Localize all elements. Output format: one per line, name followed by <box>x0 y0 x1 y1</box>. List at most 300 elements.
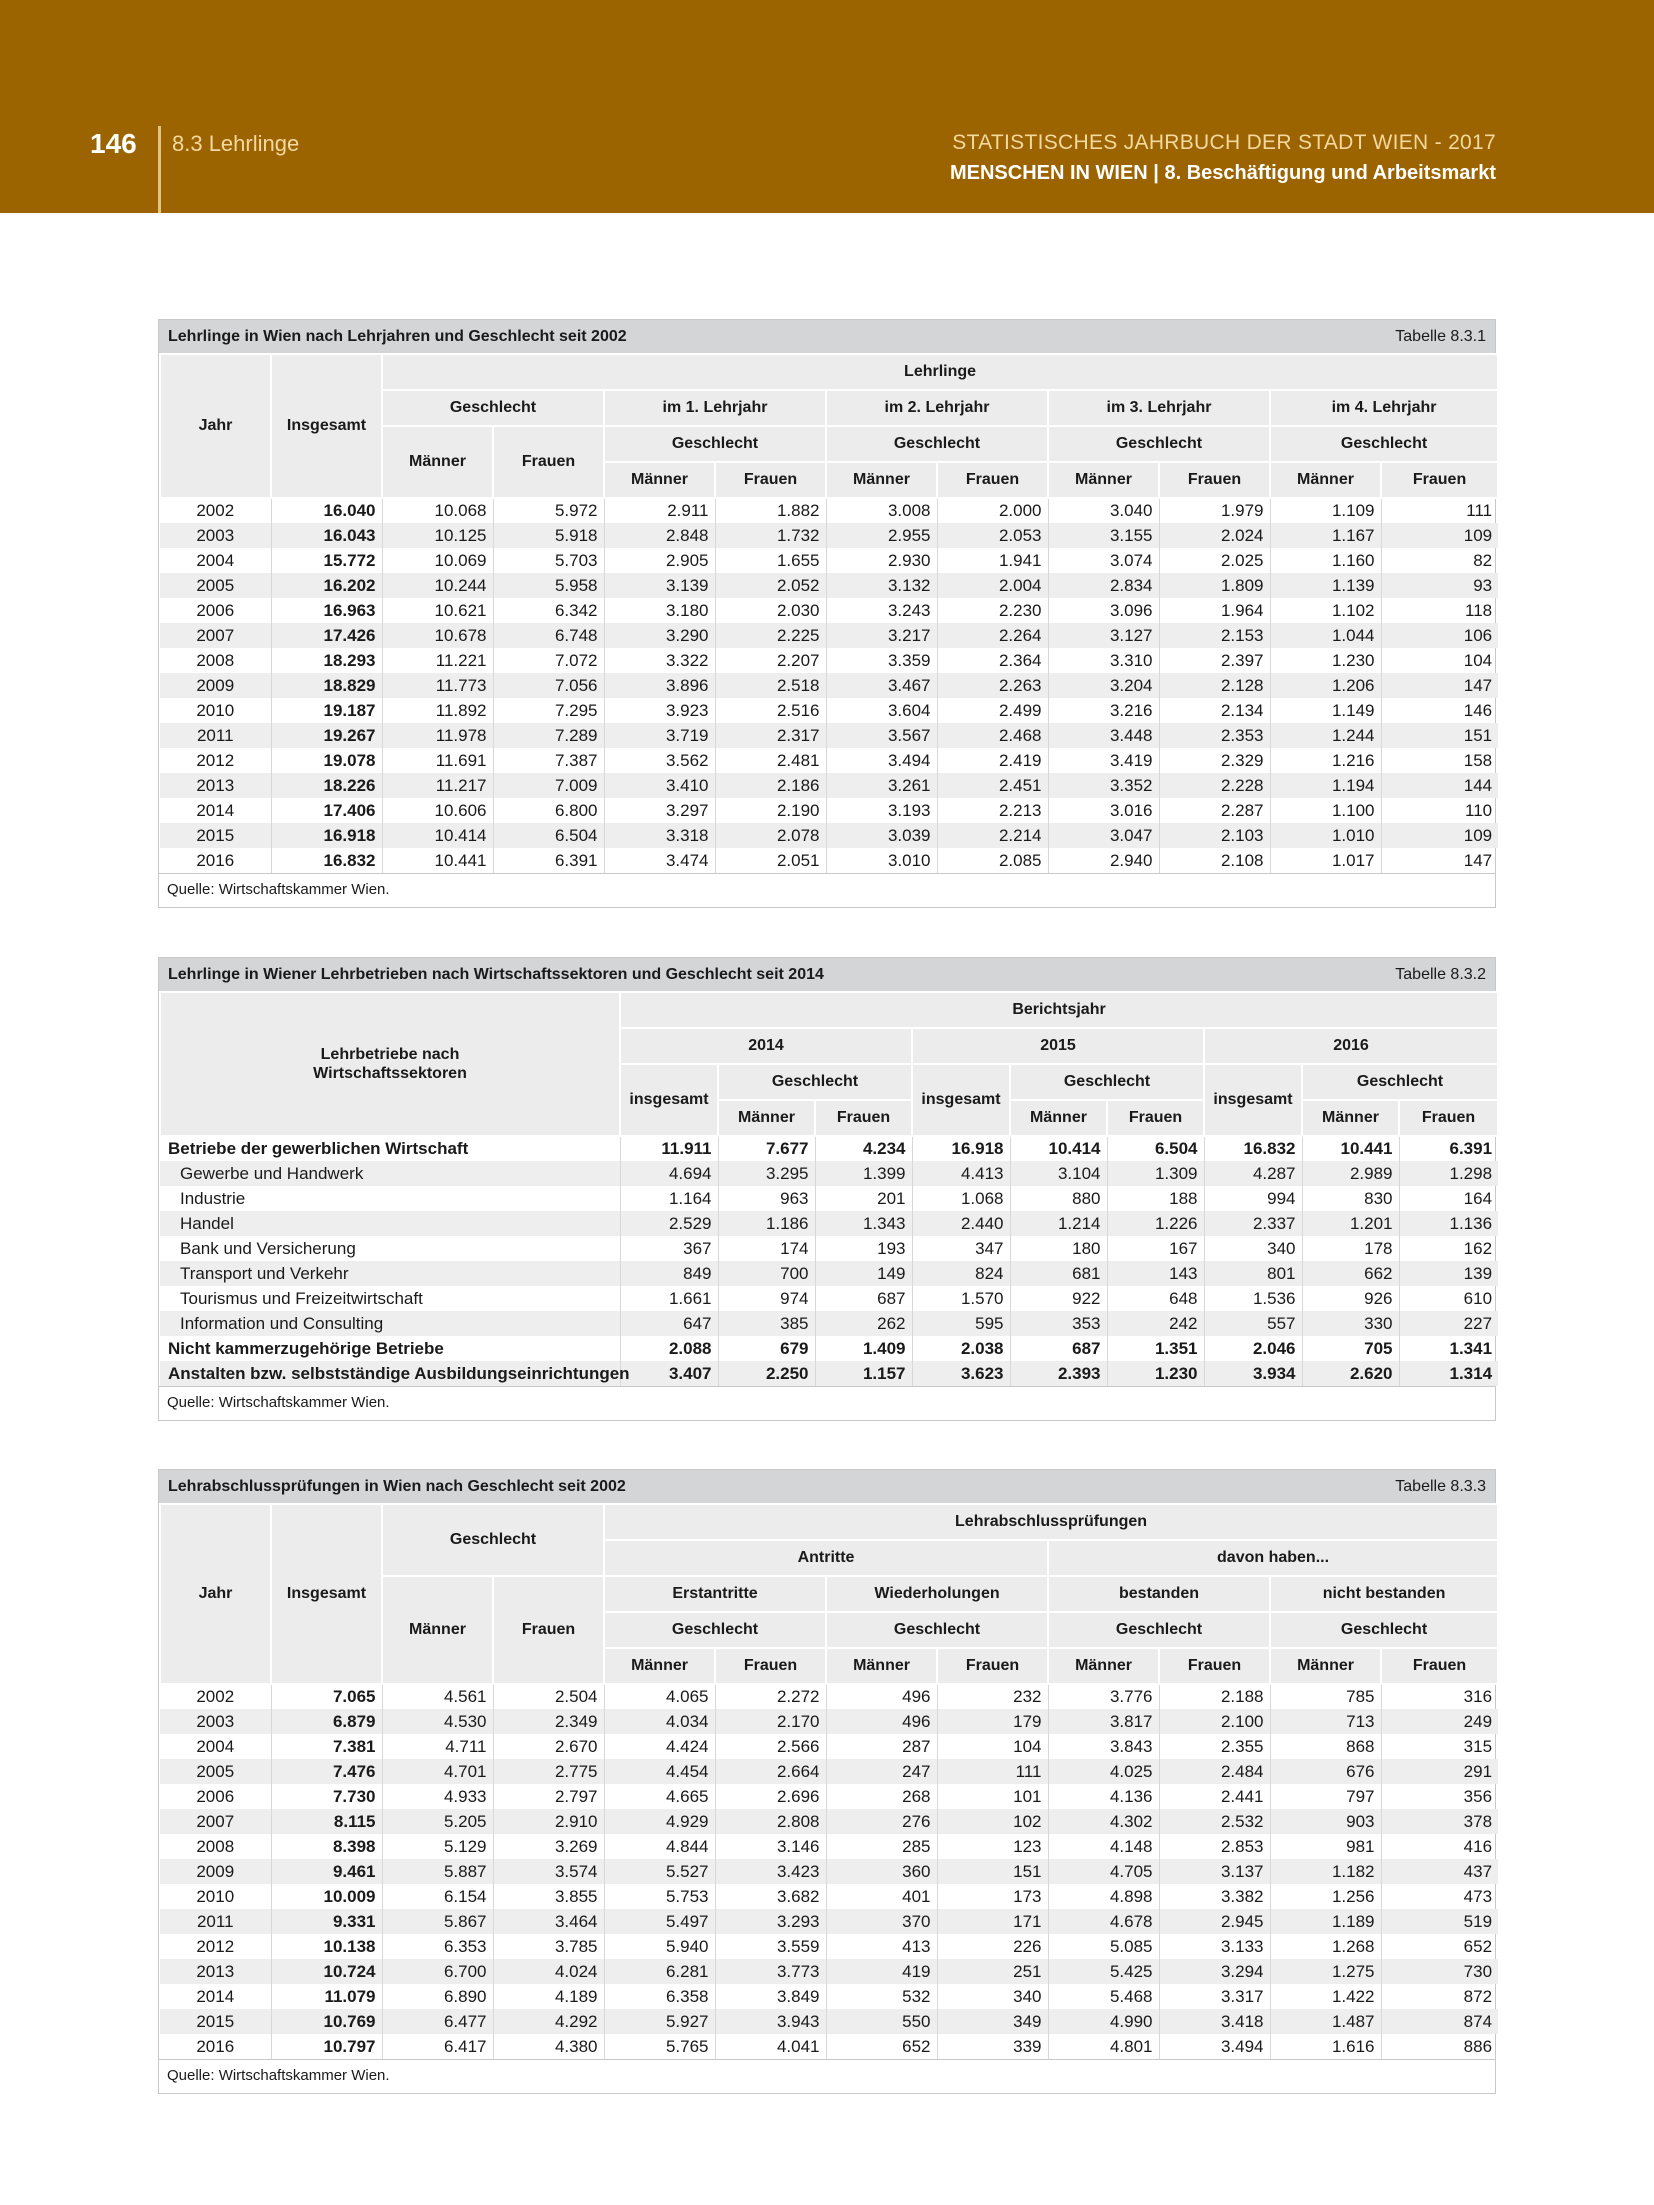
value-cell: 174 <box>718 1236 815 1261</box>
value-cell: 1.010 <box>1270 823 1381 848</box>
table-row <box>160 1859 1498 1884</box>
value-cell: 1.194 <box>1270 773 1381 798</box>
table-row <box>160 1161 1498 1186</box>
year-cell: 2016 <box>160 848 271 873</box>
value-cell: 10.069 <box>382 548 493 573</box>
value-cell: 147 <box>1463 850 1493 870</box>
value-cell: 4.065 <box>604 1684 715 1709</box>
value-cell: 10.678 <box>382 623 493 648</box>
value-cell: 1.399 <box>815 1161 912 1186</box>
year-cell: 2005 <box>160 1759 271 1784</box>
value-cell: 146 <box>1463 700 1493 720</box>
value-cell: 1.109 <box>1270 498 1381 523</box>
value-cell: 3.310 <box>1048 648 1159 673</box>
value-cell: 922 <box>1010 1286 1107 1311</box>
value-cell: 6.154 <box>382 1884 493 1909</box>
value-cell: 2.225 <box>715 623 826 648</box>
total-cell: 10.724 <box>271 1959 382 1984</box>
value-cell: 102 <box>937 1809 1048 1834</box>
value-cell: 3.382 <box>1159 1884 1270 1909</box>
year-cell: 2002 <box>160 498 271 523</box>
value-cell: 1.882 <box>715 498 826 523</box>
year-cell: 2003 <box>160 523 271 548</box>
value-cell: 3.261 <box>826 773 937 798</box>
col-header-maenner: Männer <box>1270 462 1381 498</box>
value-cell: 6.748 <box>493 623 604 648</box>
value-cell: 1.809 <box>1159 573 1270 598</box>
value-cell: 2.516 <box>715 698 826 723</box>
value-cell: 2.504 <box>493 1684 604 1709</box>
value-cell: 1.256 <box>1270 1884 1381 1909</box>
value-cell: 6.800 <box>493 798 604 823</box>
value-cell: 11.911 <box>620 1136 718 1161</box>
value-cell: 1.244 <box>1270 723 1381 748</box>
value-cell: 801 <box>1204 1261 1302 1286</box>
year-cell: 2009 <box>160 1859 271 1884</box>
table-8-3-1 <box>158 319 1496 908</box>
value-cell: 419 <box>826 1959 937 1984</box>
table-row <box>160 1959 1498 1984</box>
col-header-frauen: Frauen <box>937 1648 1048 1684</box>
value-cell: 3.855 <box>493 1884 604 1909</box>
value-cell: 3.010 <box>826 848 937 873</box>
value-cell: 2.264 <box>937 623 1048 648</box>
value-cell: 1.487 <box>1270 2009 1381 2034</box>
table-caption <box>159 958 1495 991</box>
value-cell: 3.096 <box>1048 598 1159 623</box>
value-cell: 4.189 <box>493 1984 604 2009</box>
value-cell: 610 <box>1463 1288 1493 1308</box>
value-cell: 2.025 <box>1159 548 1270 573</box>
col-header-wiederholungen: Wiederholungen <box>826 1576 1048 1612</box>
value-cell: 147 <box>1381 673 1498 698</box>
table-caption <box>159 1470 1495 1503</box>
year-cell: 2010 <box>160 698 271 723</box>
col-header-maenner: Männer <box>604 462 715 498</box>
value-cell: 268 <box>826 1784 937 1809</box>
value-cell: 3.146 <box>715 1834 826 1859</box>
sector-label: Information und Consulting <box>160 1311 620 1336</box>
value-cell: 3.180 <box>604 598 715 623</box>
value-cell: 2.910 <box>493 1809 604 1834</box>
col-header-geschlecht: Geschlecht <box>1048 1612 1270 1648</box>
value-cell: 6.504 <box>493 823 604 848</box>
col-header-insgesamt: Insgesamt <box>271 354 382 498</box>
value-cell: 178 <box>1302 1236 1399 1261</box>
value-cell: 5.958 <box>493 573 604 598</box>
value-cell: 11.978 <box>382 723 493 748</box>
value-cell: 251 <box>937 1959 1048 1984</box>
total-cell: 15.772 <box>271 548 382 573</box>
value-cell: 1.309 <box>1107 1161 1204 1186</box>
value-cell: 2.905 <box>604 548 715 573</box>
value-cell: 164 <box>1463 1188 1493 1208</box>
header-divider <box>158 126 161 213</box>
value-cell: 5.468 <box>1048 1984 1159 2009</box>
value-cell: 4.678 <box>1048 1909 1159 1934</box>
value-cell: 3.016 <box>1048 798 1159 823</box>
sector-label: Transport und Verkehr <box>160 1261 620 1286</box>
page-number: 146 <box>90 128 137 159</box>
year-cell: 2009 <box>160 673 271 698</box>
col-header-lehrlinge: Lehrlinge <box>382 354 1498 390</box>
value-cell: 700 <box>718 1261 815 1286</box>
value-cell: 3.317 <box>1159 1984 1270 2009</box>
value-cell: 2.188 <box>1159 1684 1270 1709</box>
table-row <box>160 1834 1498 1859</box>
value-cell: 2.051 <box>715 848 826 873</box>
col-header-2014: 2014 <box>620 1028 912 1064</box>
value-cell: 353 <box>1010 1311 1107 1336</box>
total-cell: 11.079 <box>271 1984 382 2009</box>
value-cell: 3.719 <box>604 723 715 748</box>
data-table <box>159 1503 1499 2059</box>
col-header-maenner: Männer <box>604 1648 715 1684</box>
value-cell: 3.817 <box>1048 1709 1159 1734</box>
value-cell: 963 <box>718 1186 815 1211</box>
sector-label: Gewerbe und Handwerk <box>160 1161 620 1186</box>
sector-label: Handel <box>160 1211 620 1236</box>
value-cell: 3.132 <box>826 573 937 598</box>
value-cell: 3.418 <box>1159 2009 1270 2034</box>
value-cell: 4.424 <box>604 1734 715 1759</box>
col-header-geschlecht: Geschlecht <box>1302 1064 1498 1100</box>
value-cell: 1.268 <box>1270 1934 1381 1959</box>
total-cell: 16.202 <box>271 573 382 598</box>
year-cell: 2005 <box>160 573 271 598</box>
value-cell: 6.391 <box>1399 1136 1498 1161</box>
table-source: Quelle: Wirtschaftskammer Wien. <box>159 2059 1495 2093</box>
col-header-maenner: Männer <box>826 462 937 498</box>
col-header-geschlecht: Geschlecht <box>1048 426 1270 462</box>
value-cell: 2.989 <box>1302 1161 1399 1186</box>
data-table <box>159 353 1499 873</box>
year-cell: 2006 <box>160 598 271 623</box>
value-cell: 5.867 <box>382 1909 493 1934</box>
table-row <box>160 1261 1498 1286</box>
value-cell: 5.972 <box>493 498 604 523</box>
value-cell: 437 <box>1381 1859 1498 1884</box>
value-cell: 4.234 <box>815 1136 912 1161</box>
table-caption <box>159 320 1495 353</box>
value-cell: 1.343 <box>815 1211 912 1236</box>
value-cell: 3.623 <box>912 1361 1010 1386</box>
value-cell: 1.732 <box>715 523 826 548</box>
year-cell: 2012 <box>160 1934 271 1959</box>
value-cell: 5.765 <box>604 2034 715 2059</box>
value-cell: 2.451 <box>937 773 1048 798</box>
total-cell: 17.406 <box>271 798 382 823</box>
col-header-frauen: Frauen <box>715 462 826 498</box>
col-header-lehrjahr-3: im 3. Lehrjahr <box>1048 390 1270 426</box>
value-cell: 3.204 <box>1048 673 1159 698</box>
value-cell: 830 <box>1302 1186 1399 1211</box>
value-cell: 3.322 <box>604 648 715 673</box>
value-cell: 316 <box>1381 1684 1498 1709</box>
total-cell: 10.138 <box>271 1934 382 1959</box>
table-row <box>160 1884 1498 1909</box>
value-cell: 151 <box>1381 723 1498 748</box>
year-cell: 2003 <box>160 1709 271 1734</box>
value-cell: 2.263 <box>937 673 1048 698</box>
value-cell: 2.355 <box>1159 1734 1270 1759</box>
value-cell: 3.773 <box>715 1959 826 1984</box>
total-cell: 16.040 <box>271 498 382 523</box>
value-cell: 595 <box>912 1311 1010 1336</box>
col-header-sektor <box>160 992 620 1136</box>
col-header-sektor-line2: Wirtschaftssektoren <box>313 1065 467 1082</box>
value-cell: 3.243 <box>826 598 937 623</box>
table-8-3-2 <box>158 957 1496 1421</box>
value-cell: 315 <box>1463 1736 1493 1756</box>
value-cell: 1.167 <box>1270 523 1381 548</box>
table-row <box>160 1211 1498 1236</box>
data-table <box>159 991 1499 1386</box>
value-cell: 1.661 <box>620 1286 718 1311</box>
value-cell: 1.068 <box>912 1186 1010 1211</box>
value-cell: 2.024 <box>1159 523 1270 548</box>
col-header-frauen: Frauen <box>493 426 604 498</box>
value-cell: 2.441 <box>1159 1784 1270 1809</box>
value-cell: 550 <box>826 2009 937 2034</box>
year-cell: 2014 <box>160 1984 271 2009</box>
value-cell: 340 <box>937 1984 1048 2009</box>
value-cell: 2.393 <box>1010 1361 1107 1386</box>
value-cell: 2.911 <box>604 498 715 523</box>
value-cell: 2.078 <box>715 823 826 848</box>
value-cell: 1.536 <box>1204 1286 1302 1311</box>
value-cell: 2.834 <box>1048 573 1159 598</box>
value-cell: 1.216 <box>1270 748 1381 773</box>
value-cell: 3.137 <box>1159 1859 1270 1884</box>
value-cell: 226 <box>937 1934 1048 1959</box>
value-cell: 7.056 <box>493 673 604 698</box>
table-title: Lehrlinge in Wiener Lehrbetrieben nach Wirtschaftssektoren und Geschlecht seit 2014 <box>168 965 824 983</box>
value-cell: 330 <box>1302 1311 1399 1336</box>
value-cell: 5.940 <box>604 1934 715 1959</box>
table-row <box>160 798 1498 823</box>
value-cell: 4.933 <box>382 1784 493 1809</box>
value-cell: 496 <box>826 1709 937 1734</box>
col-header-insgesamt: insgesamt <box>1204 1064 1302 1136</box>
total-cell: 18.829 <box>271 673 382 698</box>
total-cell: 19.267 <box>271 723 382 748</box>
value-cell: 5.425 <box>1048 1959 1159 1984</box>
value-cell: 2.670 <box>493 1734 604 1759</box>
col-header-geschlecht: Geschlecht <box>382 1504 604 1576</box>
value-cell: 3.494 <box>1159 2034 1270 2059</box>
year-cell: 2007 <box>160 623 271 648</box>
value-cell: 6.890 <box>382 1984 493 2009</box>
value-cell: 3.290 <box>604 623 715 648</box>
value-cell: 3.293 <box>715 1909 826 1934</box>
value-cell: 2.053 <box>937 523 1048 548</box>
year-cell: 2014 <box>160 798 271 823</box>
value-cell: 2.100 <box>1159 1709 1270 1734</box>
value-cell: 4.530 <box>382 1709 493 1734</box>
value-cell: 1.964 <box>1159 598 1270 623</box>
value-cell: 676 <box>1270 1759 1381 1784</box>
col-header-lehrjahr-4: im 4. Lehrjahr <box>1270 390 1498 426</box>
value-cell: 3.776 <box>1048 1684 1159 1709</box>
value-cell: 2.518 <box>715 673 826 698</box>
value-cell: 5.129 <box>382 1834 493 1859</box>
value-cell: 2.207 <box>715 648 826 673</box>
value-cell: 1.139 <box>1270 573 1381 598</box>
col-header-geschlecht: Geschlecht <box>826 426 1048 462</box>
table-row <box>160 598 1498 623</box>
col-header-2015: 2015 <box>912 1028 1204 1064</box>
value-cell: 10.414 <box>382 823 493 848</box>
value-cell: 109 <box>1381 523 1498 548</box>
table-row <box>160 1759 1498 1784</box>
value-cell: 1.136 <box>1399 1211 1498 1236</box>
page-header <box>0 0 1654 213</box>
value-cell: 6.417 <box>382 2034 493 2059</box>
value-cell: 193 <box>815 1236 912 1261</box>
value-cell: 1.314 <box>1399 1361 1498 1386</box>
value-cell: 532 <box>826 1984 937 2009</box>
value-cell: 687 <box>815 1286 912 1311</box>
value-cell: 249 <box>1381 1709 1498 1734</box>
total-cell: 7.381 <box>271 1734 382 1759</box>
value-cell: 2.364 <box>937 648 1048 673</box>
value-cell: 1.102 <box>1270 598 1381 623</box>
total-cell: 16.043 <box>271 523 382 548</box>
value-cell: 3.896 <box>604 673 715 698</box>
value-cell: 11.217 <box>382 773 493 798</box>
col-header-frauen: Frauen <box>1159 1648 1270 1684</box>
value-cell: 3.040 <box>1048 498 1159 523</box>
col-header-jahr: Jahr <box>160 354 271 498</box>
col-header-geschlecht: Geschlecht <box>604 1612 826 1648</box>
value-cell: 7.072 <box>493 648 604 673</box>
year-cell: 2013 <box>160 773 271 798</box>
value-cell: 3.297 <box>604 798 715 823</box>
value-cell: 247 <box>826 1759 937 1784</box>
value-cell: 1.422 <box>1270 1984 1381 2009</box>
table-row <box>160 648 1498 673</box>
book-title: STATISTISCHES JAHRBUCH DER STADT WIEN - 2017 <box>952 131 1496 154</box>
value-cell: 2.664 <box>715 1759 826 1784</box>
value-cell: 6.391 <box>493 848 604 873</box>
table-row <box>160 2009 1498 2034</box>
value-cell: 3.217 <box>826 623 937 648</box>
value-cell: 339 <box>937 2034 1048 2059</box>
value-cell: 3.574 <box>493 1859 604 1884</box>
value-cell: 2.108 <box>1159 848 1270 873</box>
value-cell: 496 <box>826 1684 937 1709</box>
value-cell: 2.213 <box>937 798 1048 823</box>
value-cell: 2.955 <box>826 523 937 548</box>
col-header-frauen: Frauen <box>1381 462 1498 498</box>
value-cell: 6.504 <box>1107 1136 1204 1161</box>
col-header-maenner: Männer <box>1048 1648 1159 1684</box>
value-cell: 687 <box>1010 1336 1107 1361</box>
value-cell: 227 <box>1399 1311 1498 1336</box>
sector-label: Nicht kammerzugehörige Betriebe <box>160 1336 620 1361</box>
value-cell: 201 <box>815 1186 912 1211</box>
value-cell: 139 <box>1399 1261 1498 1286</box>
value-cell: 3.008 <box>826 498 937 523</box>
table-row <box>160 1136 1498 1161</box>
value-cell: 2.484 <box>1159 1759 1270 1784</box>
table-row <box>160 1984 1498 2009</box>
value-cell: 2.128 <box>1159 673 1270 698</box>
col-header-geschlecht: Geschlecht <box>826 1612 1048 1648</box>
col-header-frauen: Frauen <box>1381 1648 1498 1684</box>
table-row <box>160 1734 1498 1759</box>
value-cell: 2.696 <box>715 1784 826 1809</box>
col-header-jahr: Jahr <box>160 1504 271 1684</box>
table-number: Tabelle 8.3.1 <box>1395 327 1486 345</box>
value-cell: 3.352 <box>1048 773 1159 798</box>
col-header-maenner: Männer <box>382 426 493 498</box>
value-cell: 5.703 <box>493 548 604 573</box>
value-cell: 16.832 <box>1204 1136 1302 1161</box>
col-header-frauen: Frauen <box>815 1100 912 1136</box>
value-cell: 10.621 <box>382 598 493 623</box>
value-cell: 7.009 <box>493 773 604 798</box>
value-cell: 82 <box>1473 550 1493 570</box>
total-cell: 7.730 <box>271 1784 382 1809</box>
value-cell: 2.317 <box>715 723 826 748</box>
year-cell: 2007 <box>160 1809 271 1834</box>
table-number: Tabelle 8.3.3 <box>1395 1477 1486 1495</box>
value-cell: 2.797 <box>493 1784 604 1809</box>
value-cell: 1.149 <box>1270 698 1381 723</box>
total-cell: 10.009 <box>271 1884 382 1909</box>
value-cell: 2.038 <box>912 1336 1010 1361</box>
table-row <box>160 1784 1498 1809</box>
value-cell: 4.929 <box>604 1809 715 1834</box>
col-header-insgesamt: insgesamt <box>912 1064 1010 1136</box>
col-header-frauen: Frauen <box>493 1576 604 1684</box>
value-cell: 3.464 <box>493 1909 604 1934</box>
value-cell: 2.030 <box>715 598 826 623</box>
value-cell: 4.898 <box>1048 1884 1159 1909</box>
value-cell: 2.529 <box>620 1211 718 1236</box>
table-row <box>160 1361 1498 1386</box>
col-header-geschlecht: Geschlecht <box>1270 1612 1498 1648</box>
value-cell: 2.287 <box>1159 798 1270 823</box>
value-cell: 110 <box>1465 800 1493 820</box>
value-cell: 1.214 <box>1010 1211 1107 1236</box>
sector-label: Bank und Versicherung <box>160 1236 620 1261</box>
value-cell: 3.849 <box>715 1984 826 2009</box>
value-cell: 101 <box>937 1784 1048 1809</box>
value-cell: 648 <box>1107 1286 1204 1311</box>
value-cell: 3.410 <box>604 773 715 798</box>
table-source: Quelle: Wirtschaftskammer Wien. <box>159 1386 1495 1420</box>
value-cell: 1.044 <box>1270 623 1381 648</box>
total-cell: 19.187 <box>271 698 382 723</box>
value-cell: 849 <box>620 1261 718 1286</box>
value-cell: 1.100 <box>1270 798 1381 823</box>
value-cell: 347 <box>912 1236 1010 1261</box>
table-row <box>160 1709 1498 1734</box>
value-cell: 2.103 <box>1159 823 1270 848</box>
value-cell: 662 <box>1302 1261 1399 1286</box>
value-cell: 3.318 <box>604 823 715 848</box>
value-cell: 4.024 <box>493 1959 604 1984</box>
value-cell: 6.342 <box>493 598 604 623</box>
col-header-frauen: Frauen <box>1399 1100 1498 1136</box>
value-cell: 2.440 <box>912 1211 1010 1236</box>
total-cell: 16.918 <box>271 823 382 848</box>
value-cell: 3.216 <box>1048 698 1159 723</box>
value-cell: 1.409 <box>815 1336 912 1361</box>
